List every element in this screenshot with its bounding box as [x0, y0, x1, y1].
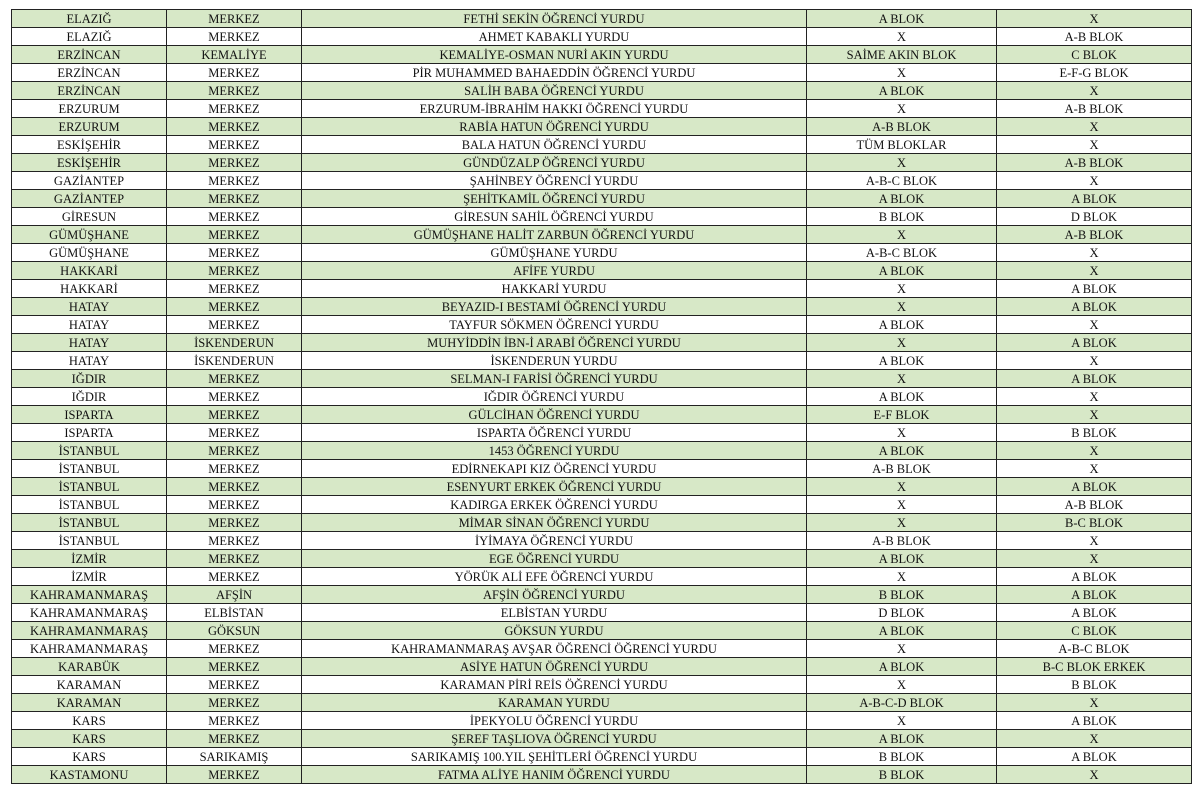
table-row: [12, 712, 1192, 730]
table-row: [12, 262, 1192, 280]
block-male-cell: X: [997, 262, 1192, 280]
city-cell: HAKKARİ: [12, 280, 167, 298]
table-row: [12, 586, 1192, 604]
dorm-name-cell: ŞEHİTKAMİL ÖĞRENCİ YURDU: [302, 190, 807, 208]
block-female-cell: X: [807, 226, 997, 244]
city-cell: İSTANBUL: [12, 532, 167, 550]
city-cell: KAHRAMANMARAŞ: [12, 586, 167, 604]
block-female-cell: TÜM BLOKLAR: [807, 136, 997, 154]
block-male-cell: A BLOK: [997, 604, 1192, 622]
block-male-cell: E-F-G BLOK: [997, 64, 1192, 82]
district-cell: MERKEZ: [167, 82, 302, 100]
city-cell: İSTANBUL: [12, 496, 167, 514]
district-cell: MERKEZ: [167, 658, 302, 676]
table-body: [12, 10, 1192, 784]
table-row: [12, 514, 1192, 532]
block-male-cell: X: [997, 82, 1192, 100]
block-female-cell: X: [807, 280, 997, 298]
block-male-cell: X: [997, 118, 1192, 136]
block-male-cell: X: [997, 388, 1192, 406]
city-cell: KAHRAMANMARAŞ: [12, 622, 167, 640]
city-cell: HATAY: [12, 352, 167, 370]
table-row: [12, 640, 1192, 658]
district-cell: MERKEZ: [167, 316, 302, 334]
block-female-cell: B BLOK: [807, 586, 997, 604]
dorm-name-cell: İPEKYOLU ÖĞRENCİ YURDU: [302, 712, 807, 730]
city-cell: HATAY: [12, 334, 167, 352]
table-row: [12, 748, 1192, 766]
district-cell: MERKEZ: [167, 208, 302, 226]
dorm-name-cell: MİMAR SİNAN ÖĞRENCİ YURDU: [302, 514, 807, 532]
block-female-cell: A BLOK: [807, 10, 997, 28]
dorm-name-cell: 1453 ÖĞRENCİ YURDU: [302, 442, 807, 460]
table-row: [12, 136, 1192, 154]
table-row: [12, 496, 1192, 514]
city-cell: GÜMÜŞHANE: [12, 226, 167, 244]
block-male-cell: A-B BLOK: [997, 496, 1192, 514]
table-row: [12, 100, 1192, 118]
block-female-cell: A BLOK: [807, 82, 997, 100]
table-row: [12, 460, 1192, 478]
district-cell: MERKEZ: [167, 172, 302, 190]
dorm-name-cell: PİR MUHAMMED BAHAEDDİN ÖĞRENCİ YURDU: [302, 64, 807, 82]
city-cell: KARS: [12, 748, 167, 766]
block-male-cell: A BLOK: [997, 298, 1192, 316]
table-row: [12, 190, 1192, 208]
block-male-cell: C BLOK: [997, 622, 1192, 640]
dorm-name-cell: GİRESUN SAHİL ÖĞRENCİ YURDU: [302, 208, 807, 226]
table-row: [12, 244, 1192, 262]
block-male-cell: X: [997, 442, 1192, 460]
block-male-cell: A-B BLOK: [997, 28, 1192, 46]
district-cell: İSKENDERUN: [167, 352, 302, 370]
table-row: [12, 424, 1192, 442]
dorm-name-cell: MUHYİDDİN İBN-İ ARABİ ÖĞRENCİ YURDU: [302, 334, 807, 352]
district-cell: SARIKAMIŞ: [167, 748, 302, 766]
block-male-cell: X: [997, 460, 1192, 478]
table-row: [12, 28, 1192, 46]
dorm-name-cell: ERZURUM-İBRAHİM HAKKI ÖĞRENCİ YURDU: [302, 100, 807, 118]
table-row: [12, 316, 1192, 334]
table-row: [12, 406, 1192, 424]
district-cell: AFŞİN: [167, 586, 302, 604]
district-cell: MERKEZ: [167, 136, 302, 154]
district-cell: MERKEZ: [167, 478, 302, 496]
city-cell: ESKİŞEHİR: [12, 154, 167, 172]
table-row: [12, 658, 1192, 676]
block-male-cell: A BLOK: [997, 478, 1192, 496]
block-female-cell: A BLOK: [807, 190, 997, 208]
table-row: [12, 388, 1192, 406]
block-female-cell: X: [807, 64, 997, 82]
table-row: [12, 694, 1192, 712]
district-cell: ELBİSTAN: [167, 604, 302, 622]
district-cell: MERKEZ: [167, 244, 302, 262]
table-row: [12, 10, 1192, 28]
block-male-cell: A BLOK: [997, 190, 1192, 208]
district-cell: MERKEZ: [167, 298, 302, 316]
city-cell: ELAZIĞ: [12, 10, 167, 28]
dorm-name-cell: GÜMÜŞHANE YURDU: [302, 244, 807, 262]
dorm-name-cell: KAHRAMANMARAŞ AVŞAR ÖĞRENCİ ÖĞRENCİ YURDU: [302, 640, 807, 658]
block-female-cell: A BLOK: [807, 658, 997, 676]
block-male-cell: X: [997, 532, 1192, 550]
city-cell: GÜMÜŞHANE: [12, 244, 167, 262]
city-cell: İSTANBUL: [12, 478, 167, 496]
district-cell: MERKEZ: [167, 226, 302, 244]
table-row: [12, 568, 1192, 586]
table-row: [12, 208, 1192, 226]
block-female-cell: X: [807, 154, 997, 172]
table-row: [12, 298, 1192, 316]
dorm-name-cell: SALİH BABA ÖĞRENCİ YURDU: [302, 82, 807, 100]
city-cell: KASTAMONU: [12, 766, 167, 784]
block-female-cell: E-F BLOK: [807, 406, 997, 424]
district-cell: MERKEZ: [167, 100, 302, 118]
block-male-cell: X: [997, 10, 1192, 28]
city-cell: KARS: [12, 712, 167, 730]
dorm-name-cell: KARAMAN YURDU: [302, 694, 807, 712]
table-row: [12, 676, 1192, 694]
block-female-cell: A BLOK: [807, 262, 997, 280]
city-cell: ERZURUM: [12, 118, 167, 136]
block-male-cell: X: [997, 406, 1192, 424]
table-row: [12, 730, 1192, 748]
block-male-cell: A BLOK: [997, 334, 1192, 352]
city-cell: ISPARTA: [12, 424, 167, 442]
dormitory-table: [11, 9, 1192, 784]
dorm-name-cell: İYİMAYA ÖĞRENCİ YURDU: [302, 532, 807, 550]
dorm-name-cell: KADIRGA ERKEK ÖĞRENCİ YURDU: [302, 496, 807, 514]
block-female-cell: A BLOK: [807, 730, 997, 748]
block-male-cell: A BLOK: [997, 568, 1192, 586]
dorm-name-cell: FATMA ALİYE HANIM ÖĞRENCİ YURDU: [302, 766, 807, 784]
dorm-name-cell: İSKENDERUN YURDU: [302, 352, 807, 370]
block-male-cell: A BLOK: [997, 370, 1192, 388]
block-male-cell: X: [997, 244, 1192, 262]
block-female-cell: A BLOK: [807, 442, 997, 460]
district-cell: MERKEZ: [167, 676, 302, 694]
block-male-cell: X: [997, 550, 1192, 568]
table-row: [12, 532, 1192, 550]
block-male-cell: X: [997, 136, 1192, 154]
table-row: [12, 46, 1192, 64]
table-row: [12, 550, 1192, 568]
block-male-cell: A-B BLOK: [997, 226, 1192, 244]
district-cell: MERKEZ: [167, 730, 302, 748]
district-cell: MERKEZ: [167, 406, 302, 424]
block-male-cell: D BLOK: [997, 208, 1192, 226]
district-cell: MERKEZ: [167, 442, 302, 460]
dorm-name-cell: ELBİSTAN YURDU: [302, 604, 807, 622]
block-female-cell: A-B-C BLOK: [807, 172, 997, 190]
dorm-name-cell: IĞDIR ÖĞRENCİ YURDU: [302, 388, 807, 406]
district-cell: MERKEZ: [167, 118, 302, 136]
block-male-cell: C BLOK: [997, 46, 1192, 64]
district-cell: GÖKSUN: [167, 622, 302, 640]
dorm-name-cell: EDİRNEKAPI KIZ ÖĞRENCİ YURDU: [302, 460, 807, 478]
dorm-name-cell: EGE ÖĞRENCİ YURDU: [302, 550, 807, 568]
district-cell: MERKEZ: [167, 262, 302, 280]
city-cell: KARS: [12, 730, 167, 748]
district-cell: MERKEZ: [167, 10, 302, 28]
block-female-cell: X: [807, 712, 997, 730]
district-cell: MERKEZ: [167, 64, 302, 82]
dorm-name-cell: ISPARTA ÖĞRENCİ YURDU: [302, 424, 807, 442]
city-cell: KAHRAMANMARAŞ: [12, 604, 167, 622]
district-cell: MERKEZ: [167, 766, 302, 784]
block-female-cell: A-B-C-D BLOK: [807, 694, 997, 712]
block-female-cell: A BLOK: [807, 550, 997, 568]
table-row: [12, 370, 1192, 388]
block-female-cell: A BLOK: [807, 352, 997, 370]
city-cell: KARABÜK: [12, 658, 167, 676]
district-cell: MERKEZ: [167, 28, 302, 46]
block-female-cell: SAİME AKIN BLOK: [807, 46, 997, 64]
table-row: [12, 766, 1192, 784]
dorm-name-cell: AFŞİN ÖĞRENCİ YURDU: [302, 586, 807, 604]
city-cell: ELAZIĞ: [12, 28, 167, 46]
city-cell: HAKKARİ: [12, 262, 167, 280]
table-row: [12, 154, 1192, 172]
city-cell: ERZİNCAN: [12, 46, 167, 64]
district-cell: MERKEZ: [167, 190, 302, 208]
table-row: [12, 280, 1192, 298]
table-row: [12, 226, 1192, 244]
block-female-cell: X: [807, 640, 997, 658]
table-row: [12, 478, 1192, 496]
block-male-cell: A BLOK: [997, 748, 1192, 766]
city-cell: İZMİR: [12, 568, 167, 586]
block-female-cell: B BLOK: [807, 766, 997, 784]
city-cell: ERZURUM: [12, 100, 167, 118]
city-cell: IĞDIR: [12, 370, 167, 388]
dorm-name-cell: BALA HATUN ÖĞRENCİ YURDU: [302, 136, 807, 154]
city-cell: KARAMAN: [12, 694, 167, 712]
block-male-cell: B BLOK: [997, 424, 1192, 442]
district-cell: KEMALİYE: [167, 46, 302, 64]
table-row: [12, 172, 1192, 190]
block-female-cell: A-B BLOK: [807, 532, 997, 550]
city-cell: GAZİANTEP: [12, 172, 167, 190]
district-cell: MERKEZ: [167, 550, 302, 568]
dorm-name-cell: ASİYE HATUN ÖĞRENCİ YURDU: [302, 658, 807, 676]
block-female-cell: X: [807, 478, 997, 496]
dormitory-table-container: [11, 9, 1191, 784]
district-cell: MERKEZ: [167, 460, 302, 478]
block-male-cell: A-B-C BLOK: [997, 640, 1192, 658]
table-row: [12, 442, 1192, 460]
block-female-cell: X: [807, 568, 997, 586]
city-cell: HATAY: [12, 316, 167, 334]
table-row: [12, 604, 1192, 622]
dorm-name-cell: GÜNDÜZALP ÖĞRENCİ YURDU: [302, 154, 807, 172]
block-female-cell: X: [807, 100, 997, 118]
block-male-cell: X: [997, 172, 1192, 190]
block-male-cell: B BLOK: [997, 676, 1192, 694]
dorm-name-cell: HAKKARİ YURDU: [302, 280, 807, 298]
block-female-cell: X: [807, 496, 997, 514]
district-cell: MERKEZ: [167, 280, 302, 298]
block-male-cell: X: [997, 766, 1192, 784]
city-cell: İSTANBUL: [12, 442, 167, 460]
dorm-name-cell: SELMAN-I FARİSİ ÖĞRENCİ YURDU: [302, 370, 807, 388]
block-female-cell: A BLOK: [807, 388, 997, 406]
block-female-cell: X: [807, 424, 997, 442]
district-cell: MERKEZ: [167, 532, 302, 550]
dorm-name-cell: KARAMAN PİRİ REİS ÖĞRENCİ YURDU: [302, 676, 807, 694]
block-male-cell: A BLOK: [997, 712, 1192, 730]
dorm-name-cell: BEYAZID-I BESTAMİ ÖĞRENCİ YURDU: [302, 298, 807, 316]
city-cell: HATAY: [12, 298, 167, 316]
district-cell: MERKEZ: [167, 424, 302, 442]
block-female-cell: B BLOK: [807, 208, 997, 226]
dorm-name-cell: RABİA HATUN ÖĞRENCİ YURDU: [302, 118, 807, 136]
city-cell: İZMİR: [12, 550, 167, 568]
block-female-cell: A-B-C BLOK: [807, 244, 997, 262]
district-cell: MERKEZ: [167, 154, 302, 172]
dorm-name-cell: ŞEREF TAŞLIOVA ÖĞRENCİ YURDU: [302, 730, 807, 748]
city-cell: GİRESUN: [12, 208, 167, 226]
district-cell: MERKEZ: [167, 694, 302, 712]
city-cell: GAZİANTEP: [12, 190, 167, 208]
table-row: [12, 622, 1192, 640]
city-cell: KARAMAN: [12, 676, 167, 694]
district-cell: MERKEZ: [167, 640, 302, 658]
city-cell: İSTANBUL: [12, 514, 167, 532]
block-male-cell: B-C BLOK: [997, 514, 1192, 532]
block-female-cell: X: [807, 28, 997, 46]
district-cell: MERKEZ: [167, 568, 302, 586]
district-cell: İSKENDERUN: [167, 334, 302, 352]
city-cell: ERZİNCAN: [12, 64, 167, 82]
city-cell: IĞDIR: [12, 388, 167, 406]
dorm-name-cell: AHMET KABAKLI YURDU: [302, 28, 807, 46]
block-female-cell: B BLOK: [807, 748, 997, 766]
district-cell: MERKEZ: [167, 712, 302, 730]
table-row: [12, 352, 1192, 370]
block-female-cell: A-B BLOK: [807, 118, 997, 136]
block-female-cell: X: [807, 370, 997, 388]
table-row: [12, 64, 1192, 82]
block-female-cell: D BLOK: [807, 604, 997, 622]
block-male-cell: X: [997, 352, 1192, 370]
dorm-name-cell: TAYFUR SÖKMEN ÖĞRENCİ YURDU: [302, 316, 807, 334]
district-cell: MERKEZ: [167, 496, 302, 514]
block-female-cell: X: [807, 514, 997, 532]
block-male-cell: A-B BLOK: [997, 154, 1192, 172]
table-row: [12, 118, 1192, 136]
block-female-cell: X: [807, 334, 997, 352]
city-cell: ERZİNCAN: [12, 82, 167, 100]
city-cell: İSTANBUL: [12, 460, 167, 478]
dorm-name-cell: YÖRÜK ALİ EFE ÖĞRENCİ YURDU: [302, 568, 807, 586]
district-cell: MERKEZ: [167, 514, 302, 532]
dorm-name-cell: GÜMÜŞHANE HALİT ZARBUN ÖĞRENCİ YURDU: [302, 226, 807, 244]
table-row: [12, 82, 1192, 100]
block-male-cell: A BLOK: [997, 280, 1192, 298]
city-cell: ESKİŞEHİR: [12, 136, 167, 154]
block-male-cell: X: [997, 694, 1192, 712]
block-male-cell: A-B BLOK: [997, 100, 1192, 118]
city-cell: ISPARTA: [12, 406, 167, 424]
block-female-cell: A BLOK: [807, 622, 997, 640]
block-female-cell: A BLOK: [807, 316, 997, 334]
block-female-cell: A-B BLOK: [807, 460, 997, 478]
block-male-cell: A BLOK: [997, 586, 1192, 604]
city-cell: KAHRAMANMARAŞ: [12, 640, 167, 658]
dorm-name-cell: GÜLCİHAN ÖĞRENCİ YURDU: [302, 406, 807, 424]
dorm-name-cell: FETHİ SEKİN ÖĞRENCİ YURDU: [302, 10, 807, 28]
block-male-cell: B-C BLOK ERKEK: [997, 658, 1192, 676]
block-male-cell: X: [997, 316, 1192, 334]
dorm-name-cell: ŞAHİNBEY ÖĞRENCİ YURDU: [302, 172, 807, 190]
dorm-name-cell: SARIKAMIŞ 100.YIL ŞEHİTLERİ ÖĞRENCİ YURDU: [302, 748, 807, 766]
table-row: [12, 334, 1192, 352]
district-cell: MERKEZ: [167, 388, 302, 406]
block-female-cell: X: [807, 676, 997, 694]
dorm-name-cell: KEMALİYE-OSMAN NURİ AKIN YURDU: [302, 46, 807, 64]
dorm-name-cell: GÖKSUN YURDU: [302, 622, 807, 640]
block-female-cell: X: [807, 298, 997, 316]
dorm-name-cell: ESENYURT ERKEK ÖĞRENCİ YURDU: [302, 478, 807, 496]
block-male-cell: X: [997, 730, 1192, 748]
dorm-name-cell: AFİFE YURDU: [302, 262, 807, 280]
district-cell: MERKEZ: [167, 370, 302, 388]
